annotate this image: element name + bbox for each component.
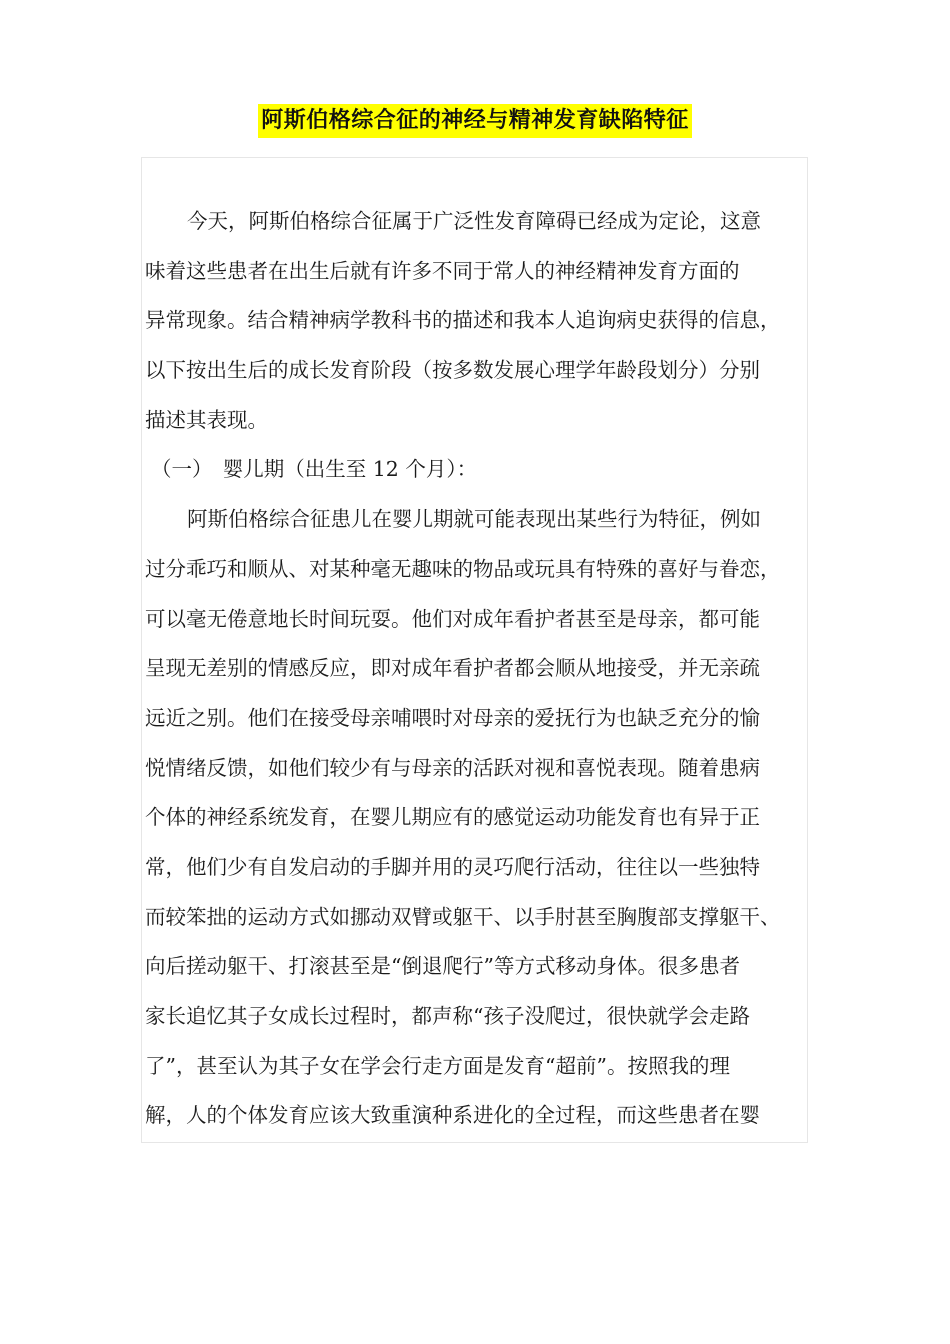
- text-line: 家长追忆其子女成长过程时，都声称“孩子没爬过，很快就学会走路: [145, 1004, 750, 1028]
- document-title: 阿斯伯格综合征的神经与精神发育缺陷特征: [258, 104, 692, 138]
- text-line: 阿斯伯格综合征患儿在婴儿期就可能表现出某些行为特征，例如: [187, 507, 761, 532]
- text-line: 味着这些患者在出生后就有许多不同于常人的神经精神发育方面的: [145, 258, 740, 283]
- text-line: 悦情绪反馈，如他们较少有与母亲的活跃对视和喜悦表现。随着患病: [145, 755, 760, 780]
- text-line: 过分乖巧和顺从、对某种毫无趣味的物品或玩具有特殊的喜好与眷恋，: [145, 556, 781, 581]
- document-body: [145, 197, 825, 1141]
- text-line: 异常现象。结合精神病学教科书的描述和我本人追询病史获得的信息，: [145, 308, 781, 333]
- text-line: 描述其表现。: [145, 407, 268, 432]
- text-line: 个体的神经系统发育，在婴儿期应有的感觉运动功能发育也有异于正: [145, 805, 760, 830]
- text-line: 以下按出生后的成长发育阶段（按多数发展心理学年龄段划分）分别: [145, 358, 760, 383]
- text-line: 解，人的个体发育应该大致重演种系进化的全过程，而这些患者在婴: [145, 1103, 760, 1128]
- text-line: 今天，阿斯伯格综合征属于广泛性发育障碍已经成为定论，这意: [187, 209, 761, 233]
- title-container: [0, 104, 950, 138]
- text-line: 向后搓动躯干、打滚甚至是“倒退爬行”等方式移动身体。很多患者: [145, 954, 740, 979]
- section-heading: （一） 婴儿期（出生至 12 个月）：: [151, 457, 478, 482]
- text-line: 常，他们少有自发启动的手脚并用的灵巧爬行活动，往往以一些独特: [145, 854, 760, 879]
- text-line: 呈现无差别的情感反应，即对成年看护者都会顺从地接受，并无亲疏: [145, 656, 760, 681]
- text-line: 可以毫无倦意地长时间玩耍。他们对成年看护者甚至是母亲，都可能: [145, 606, 760, 631]
- text-line: 远近之别。他们在接受母亲哺喂时对母亲的爱抚行为也缺乏充分的愉: [145, 705, 760, 730]
- text-line: 了”，甚至认为其子女在学会行走方面是发育“超前”。按照我的理: [145, 1053, 730, 1078]
- text-line: 而较笨拙的运动方式如挪动双臂或躯干、以手肘甚至胸腹部支撑躯干、: [145, 904, 781, 929]
